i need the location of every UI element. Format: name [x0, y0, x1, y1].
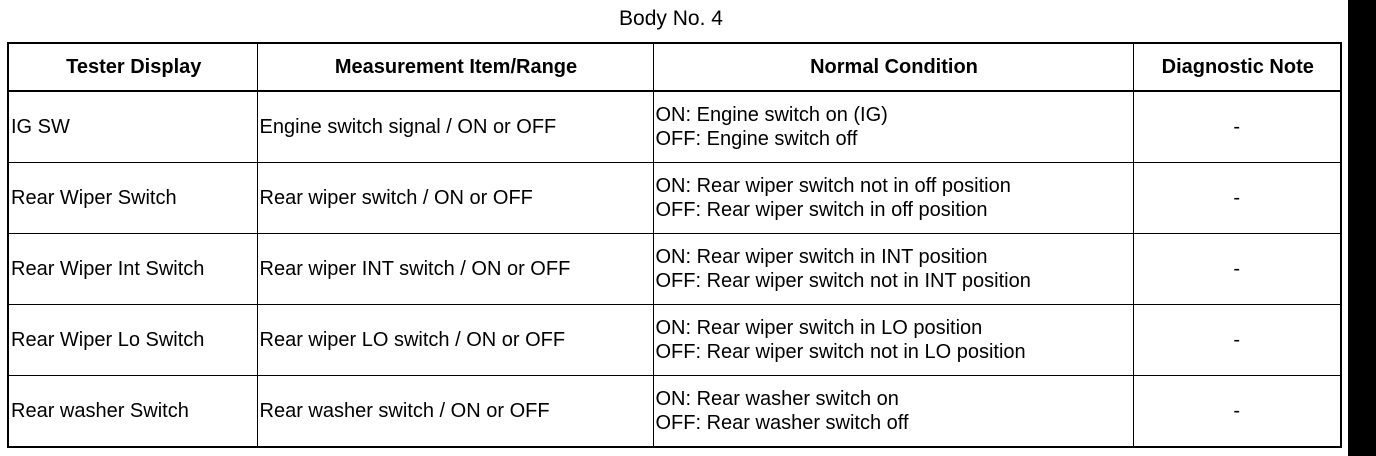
- normal-condition-cell: [653, 91, 1133, 163]
- column-header-measurement-item: Measurement Item/Range: [257, 43, 653, 91]
- condition-on-text: ON: Rear wiper switch not in off position: [655, 175, 1011, 197]
- measurement-item-cell: Rear wiper LO switch / ON or OFF: [257, 305, 653, 376]
- table-row: [8, 305, 1341, 376]
- condition-off-text: OFF: Rear wiper switch not in LO position: [655, 341, 1026, 363]
- diagnostic-note-cell: -: [1133, 305, 1341, 376]
- table-row: [8, 376, 1341, 448]
- condition-on-text: ON: Engine switch on (IG): [655, 104, 888, 126]
- normal-condition-cell: [653, 163, 1133, 234]
- tester-display-cell: IG SW: [8, 91, 257, 163]
- tester-display-cell: Rear washer Switch: [8, 376, 257, 448]
- column-header-tester-display: Tester Display: [8, 43, 257, 91]
- data-table: [7, 42, 1342, 448]
- condition-on-text: ON: Rear washer switch on: [655, 388, 899, 410]
- condition-off-text: OFF: Engine switch off: [655, 128, 858, 150]
- condition-on-text: ON: Rear wiper switch in INT position: [655, 246, 988, 268]
- table-header-row: [8, 43, 1341, 91]
- measurement-item-cell: Rear wiper switch / ON or OFF: [257, 163, 653, 234]
- table-row: [8, 91, 1341, 163]
- tester-display-cell: Rear Wiper Lo Switch: [8, 305, 257, 376]
- normal-condition-cell: [653, 305, 1133, 376]
- diagnostic-note-cell: -: [1133, 376, 1341, 448]
- diagnostic-note-cell: -: [1133, 163, 1341, 234]
- normal-condition-cell: [653, 376, 1133, 448]
- condition-off-text: OFF: Rear wiper switch in off position: [655, 199, 988, 221]
- page-title: Body No. 4: [619, 7, 723, 30]
- column-header-diagnostic-note: Diagnostic Note: [1133, 43, 1341, 91]
- normal-condition-cell: [653, 234, 1133, 305]
- tester-display-cell: Rear Wiper Int Switch: [8, 234, 257, 305]
- diagnostic-note-cell: -: [1133, 91, 1341, 163]
- page-edge-bar: [1348, 0, 1376, 456]
- measurement-item-cell: Rear wiper INT switch / ON or OFF: [257, 234, 653, 305]
- table-row: [8, 163, 1341, 234]
- condition-off-text: OFF: Rear washer switch off: [655, 412, 909, 434]
- measurement-item-cell: Engine switch signal / ON or OFF: [257, 91, 653, 163]
- diagnostic-note-cell: -: [1133, 234, 1341, 305]
- condition-on-text: ON: Rear wiper switch in LO position: [655, 317, 983, 339]
- table-row: [8, 234, 1341, 305]
- tester-display-cell: Rear Wiper Switch: [8, 163, 257, 234]
- column-header-normal-condition: Normal Condition: [653, 43, 1133, 91]
- condition-off-text: OFF: Rear wiper switch not in INT position: [655, 270, 1031, 292]
- measurement-item-cell: Rear washer switch / ON or OFF: [257, 376, 653, 448]
